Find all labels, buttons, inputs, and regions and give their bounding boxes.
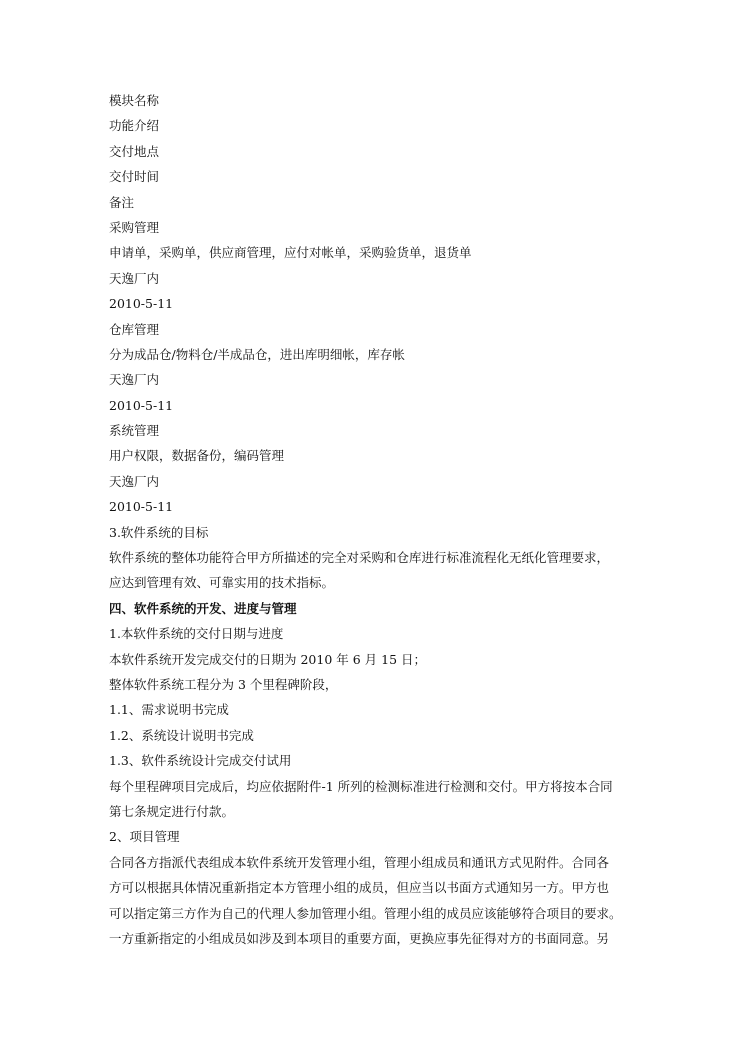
paragraph-milestone-line-1: 每个里程碑项目完成后，均应依据附件-1 所列的检测标准进行检测和交付。甲方将按本合同 <box>109 778 613 794</box>
text-line-delivery-location: 交付地点 <box>109 143 160 159</box>
paragraph-milestone-line-2: 第七条规定进行付款。 <box>109 803 235 819</box>
milestone-item-3: 1.3、软件系统设计完成交付试用 <box>109 753 292 769</box>
text-line-date-2: 2010-5-11 <box>109 397 174 413</box>
text-line-warehouse-mgmt: 仓库管理 <box>109 321 160 337</box>
text-line-system-mgmt: 系统管理 <box>109 423 160 439</box>
paragraph-project-mgmt-line-4: 一方重新指定的小组成员如涉及到本项目的重要方面，更换应事先征得对方的书面同意。另 <box>109 930 610 946</box>
text-line-purchase-mgmt: 采购管理 <box>109 219 160 235</box>
text-line-delivery-time: 交付时间 <box>109 169 160 185</box>
section-heading-goal: 3.软件系统的目标 <box>109 524 209 540</box>
document-body <box>109 88 639 951</box>
paragraph-goal-line-1: 软件系统的整体功能符合甲方所描述的完全对采购和仓库进行标准流程化无纸化管理要求， <box>109 550 610 566</box>
text-line-system-functions: 用户权限，数据备份，编码管理 <box>109 448 285 464</box>
text-line-milestones: 整体软件系统工程分为 3 个里程碑阶段， <box>109 676 338 692</box>
text-line-warehouse-functions: 分为成品仓/物料仓/半成品仓，进出库明细帐，库存帐 <box>109 346 405 362</box>
subheading-delivery-schedule: 1.本软件系统的交付日期与进度 <box>109 626 284 642</box>
paragraph-goal-line-2: 应达到管理有效、可靠实用的技术指标。 <box>109 575 335 591</box>
paragraph-project-mgmt-line-2: 方可以根据具体情况重新指定本方管理小组的成员，但应当以书面方式通知另一方。甲方也 <box>109 880 610 896</box>
milestone-item-1: 1.1、需求说明书完成 <box>109 702 229 718</box>
text-line-date-1: 2010-5-11 <box>109 296 174 312</box>
text-line-function-intro: 功能介绍 <box>109 118 160 134</box>
text-line-module-name: 模块名称 <box>109 93 160 108</box>
section-heading-development: 四、软件系统的开发、进度与管理 <box>109 600 297 616</box>
paragraph-project-mgmt-line-1: 合同各方指派代表组成本软件系统开发管理小组，管理小组成员和通讯方式见附件。合同各 <box>109 854 610 870</box>
text-line-delivery-date: 本软件系统开发完成交付的日期为 2010 年 6 月 15 日； <box>109 651 427 667</box>
text-line-location-2: 天逸厂内 <box>109 372 160 388</box>
milestone-item-2: 1.2、系统设计说明书完成 <box>109 727 254 743</box>
text-line-date-3: 2010-5-11 <box>109 499 174 515</box>
text-line-purchase-functions: 申请单，采购单，供应商管理，应付对帐单，采购验货单，退货单 <box>109 245 472 261</box>
text-line-remarks: 备注 <box>109 194 135 210</box>
paragraph-project-mgmt-line-3: 可以指定第三方作为自己的代理人参加管理小组。管理小组的成员应该能够符合项目的要求。 <box>109 905 622 921</box>
subheading-project-mgmt: 2、项目管理 <box>109 829 180 845</box>
text-line-location-3: 天逸厂内 <box>109 473 160 489</box>
text-line-location-1: 天逸厂内 <box>109 270 160 286</box>
